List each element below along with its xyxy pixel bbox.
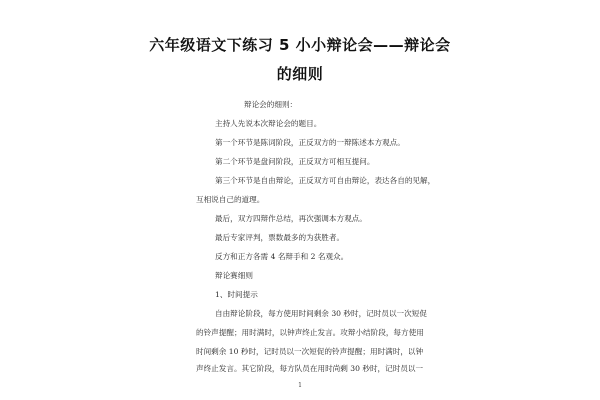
paragraph-line: 第一个环节是陈词阶段，正反双方的一辩陈述本方观点。 [215,138,405,147]
paragraph-line: 的铃声提醒；用时满时，以钟声终止发言。攻辩小结阶段，每方使用 [196,328,424,337]
subheading-debate-rules: 辩论赛细则 [215,271,253,280]
subheading-time-prompt: 1、时间提示 [215,290,258,299]
document-title-line-2: 的细则 [276,65,324,83]
paragraph-line: 第三个环节是自由辩论，正反双方可自由辩论，表达各自的见解， [215,176,436,185]
paragraph-line: 最后专家评判，票数最多的为获胜者。 [215,233,345,242]
paragraph-line: 第二个环节是盘问阶段，正反双方可相互提问。 [215,157,375,166]
paragraph-line: 自由辩论阶段，每方使用时间剩余 30 秒时，记时员以一次短促 [215,309,427,318]
page-number: 1 [298,382,302,389]
paragraph-line: 时间剩余 10 秒时，记时员以一次短促的铃声提醒；用时满时，以钟 [196,347,424,356]
document-title-line-1: 六年级语文下练习 5 小小辩论会——辩论会 [149,36,451,54]
paragraph-line: 互相说自己的道理。 [196,195,265,204]
paragraph-line: 声终止发言。其它阶段，每方队员在用时尚剩 30 秒时，记时员以一 [196,364,424,373]
paragraph-line: 主持人先说本次辩论会的题目。 [215,119,322,128]
section-heading-rules: 辩论会的细则： [244,100,298,109]
paragraph-line: 反方和正方各需 4 名辩手和 2 名观众。 [215,252,349,261]
paragraph-line: 最后，双方四辩作总结，再次强调本方观点。 [215,214,367,223]
